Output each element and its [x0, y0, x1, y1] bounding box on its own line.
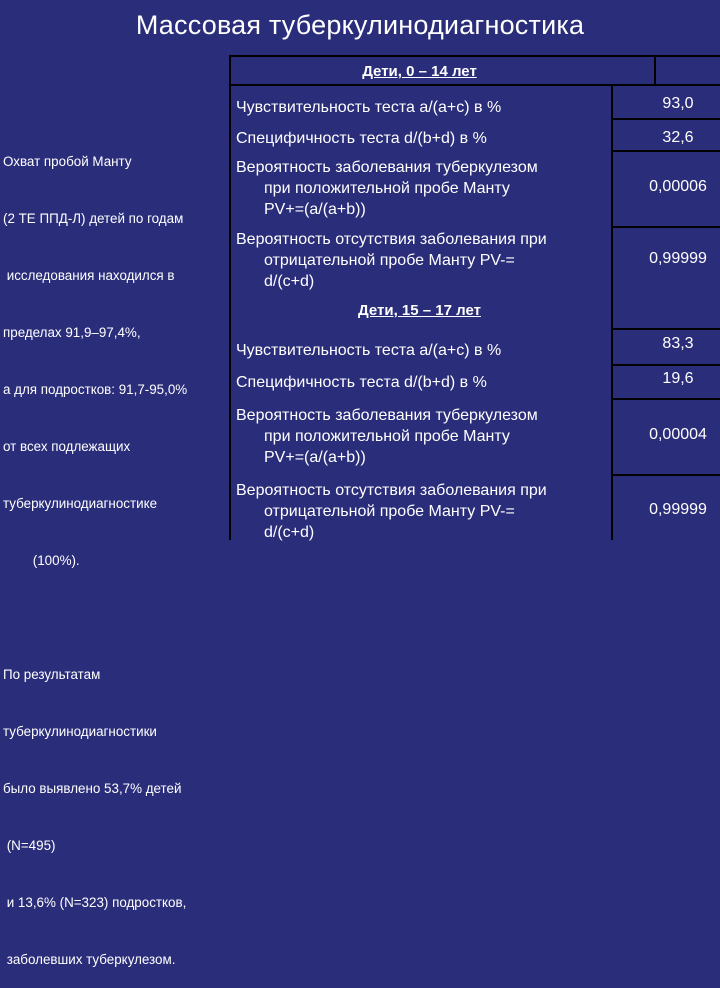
row-label-line: d/(c+d) [264, 273, 315, 290]
grid-line [611, 398, 720, 400]
row-label-line: Вероятность отсутствия заболевания при [236, 231, 547, 248]
left-line: Охват пробой Манту [3, 154, 132, 169]
row-value: 19,6 [662, 370, 694, 387]
left-line: заболевших туберкулезом. [3, 952, 176, 967]
left-line: туберкулинодиагностики [3, 724, 157, 739]
slide-title: Массовая туберкулинодиагностика [135, 10, 585, 40]
left-line: (N=495) [3, 838, 56, 853]
row-value: 0,99999 [649, 501, 707, 518]
grid-line [654, 55, 656, 85]
row-value: 0,00006 [649, 178, 707, 195]
row-label-line: при положительной пробе Манту [264, 180, 510, 197]
left-line: от всех подлежащих [3, 439, 131, 454]
row-label [236, 229, 547, 292]
row-value: 83,3 [662, 335, 694, 352]
left-line: туберкулинодиагностике [3, 496, 158, 511]
left-line: (2 ТЕ ППД-Л) детей по годам [3, 211, 184, 226]
left-line: а для подростков: 91,7-95,0% [3, 382, 188, 397]
row-label-line: при положительной пробе Манту [264, 428, 510, 445]
row-label-line: Вероятность отсутствия заболевания при [236, 482, 547, 499]
left-line: пределах 91,9–97,4%, [3, 325, 141, 340]
row-label: Специфичность теста d/(b+d) в % [236, 130, 487, 147]
row-label [236, 405, 538, 468]
row-label [236, 157, 538, 220]
row-label-line: Вероятность заболевания туберкулезом [236, 159, 538, 176]
left-description [3, 114, 229, 988]
row-label-line: отрицательной пробе Манту PV-= [264, 252, 515, 269]
left-line: (100%). [3, 553, 80, 568]
grid-line [611, 474, 720, 476]
row-value: 93,0 [662, 95, 694, 112]
grid-line [611, 226, 720, 228]
grid-line [611, 84, 613, 540]
left-line: исследования находился в [3, 268, 175, 283]
row-label-line: отрицательной пробе Манту PV-= [264, 503, 515, 520]
row-label-line: PV+=(a/(a+b)) [264, 201, 366, 218]
grid-line [611, 118, 720, 120]
row-label [236, 480, 547, 543]
left-line: было выявлено 53,7% детей [3, 781, 182, 796]
grid-line [229, 55, 231, 540]
left-line: По результатам [3, 667, 101, 682]
grid-line [229, 55, 720, 57]
grid-line [611, 328, 720, 330]
left-line: и 13,6% (N=323) подростков, [3, 895, 187, 910]
row-label: Чувствительность теста a/(a+c) в % [236, 99, 502, 116]
section-header: Дети, 0 – 14 лет [362, 63, 477, 80]
row-label: Специфичность теста d/(b+d) в % [236, 374, 487, 391]
row-value: 32,6 [662, 129, 694, 146]
grid-line [229, 84, 720, 86]
grid-line [611, 364, 720, 366]
row-value: 0,00004 [649, 426, 707, 443]
section-header: Дети, 15 – 17 лет [358, 302, 481, 319]
row-label-line: PV+=(a/(a+b)) [264, 449, 366, 466]
row-label: Чувствительность теста a/(a+c) в % [236, 342, 502, 359]
row-label-line: d/(c+d) [264, 524, 315, 541]
row-label-line: Вероятность заболевания туберкулезом [236, 407, 538, 424]
row-value: 0,99999 [649, 250, 707, 267]
grid-line [611, 150, 720, 152]
